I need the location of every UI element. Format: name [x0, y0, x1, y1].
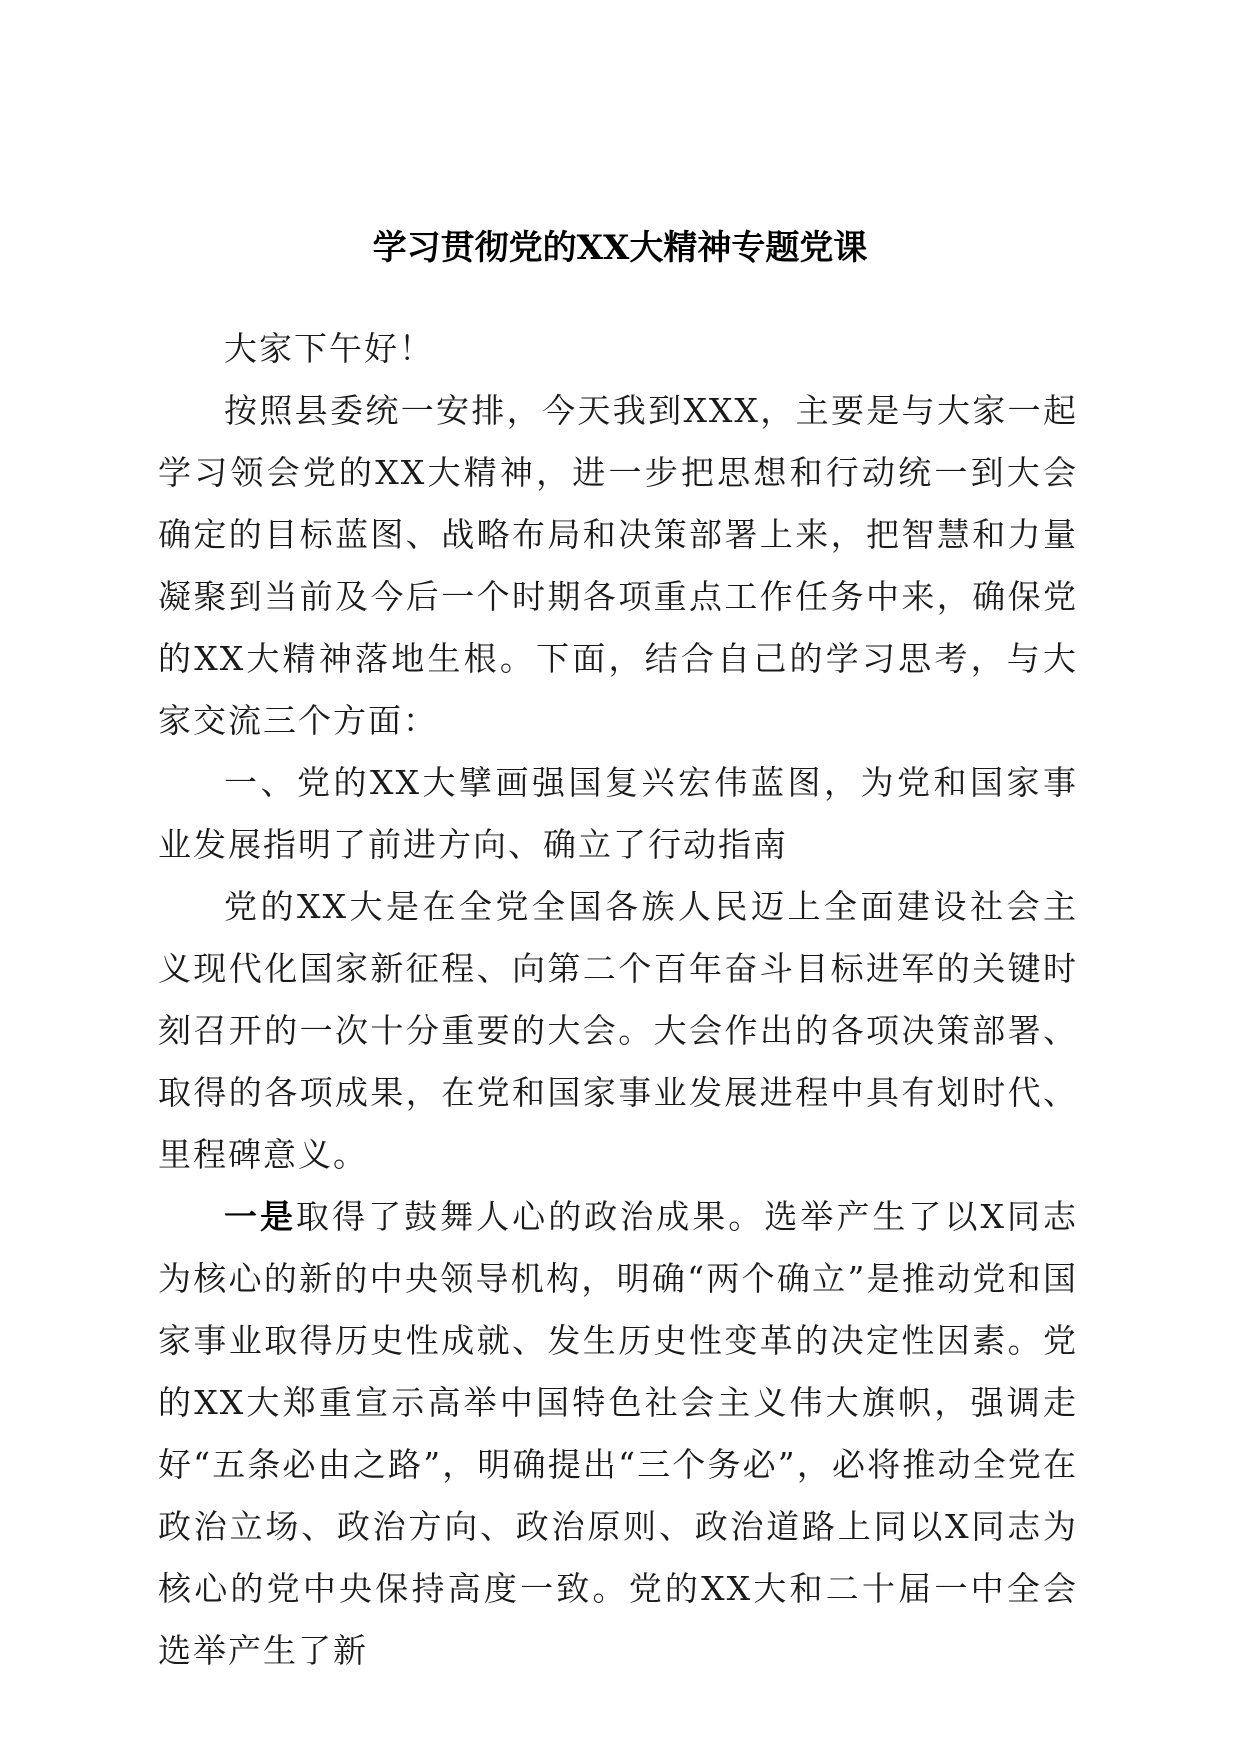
greeting-paragraph: 大家下午好！ — [224, 329, 434, 368]
paragraph-lead-text: 取得了鼓舞人心的政治成果。选举产生了以X同志为核心的新的中央领导机构，明确“两个确立”是推动党和国家事业取得历史性成就、发生历史性变革的决定性因素。党的XX大郑重宣示高举中国特色社会主义伟大旗帜，强调走好“五条必由之路”，明确提出“三个务必”，必将推动全党在政治立场、政治方向、政治原则、政治道路上同以X同志为核心的党中央保持高度一致。党的XX大和二十届一中全会选举产生了新 — [158, 1197, 1078, 1670]
section-heading: 一、党的XX大擘画强国复兴宏伟蓝图，为党和国家事业发展指明了前进方向、确立了行动指南 — [158, 763, 1078, 864]
body-paragraph: 党的XX大是在全党全国各族人民迈上全面建设社会主义现代化国家新征程、向第二个百年奋斗目标进军的关键时刻召开的一次十分重要的大会。大会作出的各项决策部署、取得的各项成果，在党和国家事业发展进程中具有划时代、里程碑意义。 — [158, 887, 1078, 1174]
paragraph-lead-label: 一是 — [224, 1197, 297, 1236]
body-paragraph-lead — [158, 1186, 1078, 1682]
intro-paragraph: 按照县委统一安排，今天我到XXX，主要是与大家一起学习领会党的XX大精神，进一步把思想和行动统一到大会确定的目标蓝图、战略布局和决策部署上来，把智慧和力量凝聚到当前及今后一个时期各项重点工作任务中来，确保党的XX大精神落地生根。下面，结合自己的学习思考，与大家交流三个方面： — [158, 391, 1078, 740]
document-title: 学习贯彻党的XX大精神专题党课 — [372, 228, 868, 268]
document-body — [158, 318, 1078, 1682]
